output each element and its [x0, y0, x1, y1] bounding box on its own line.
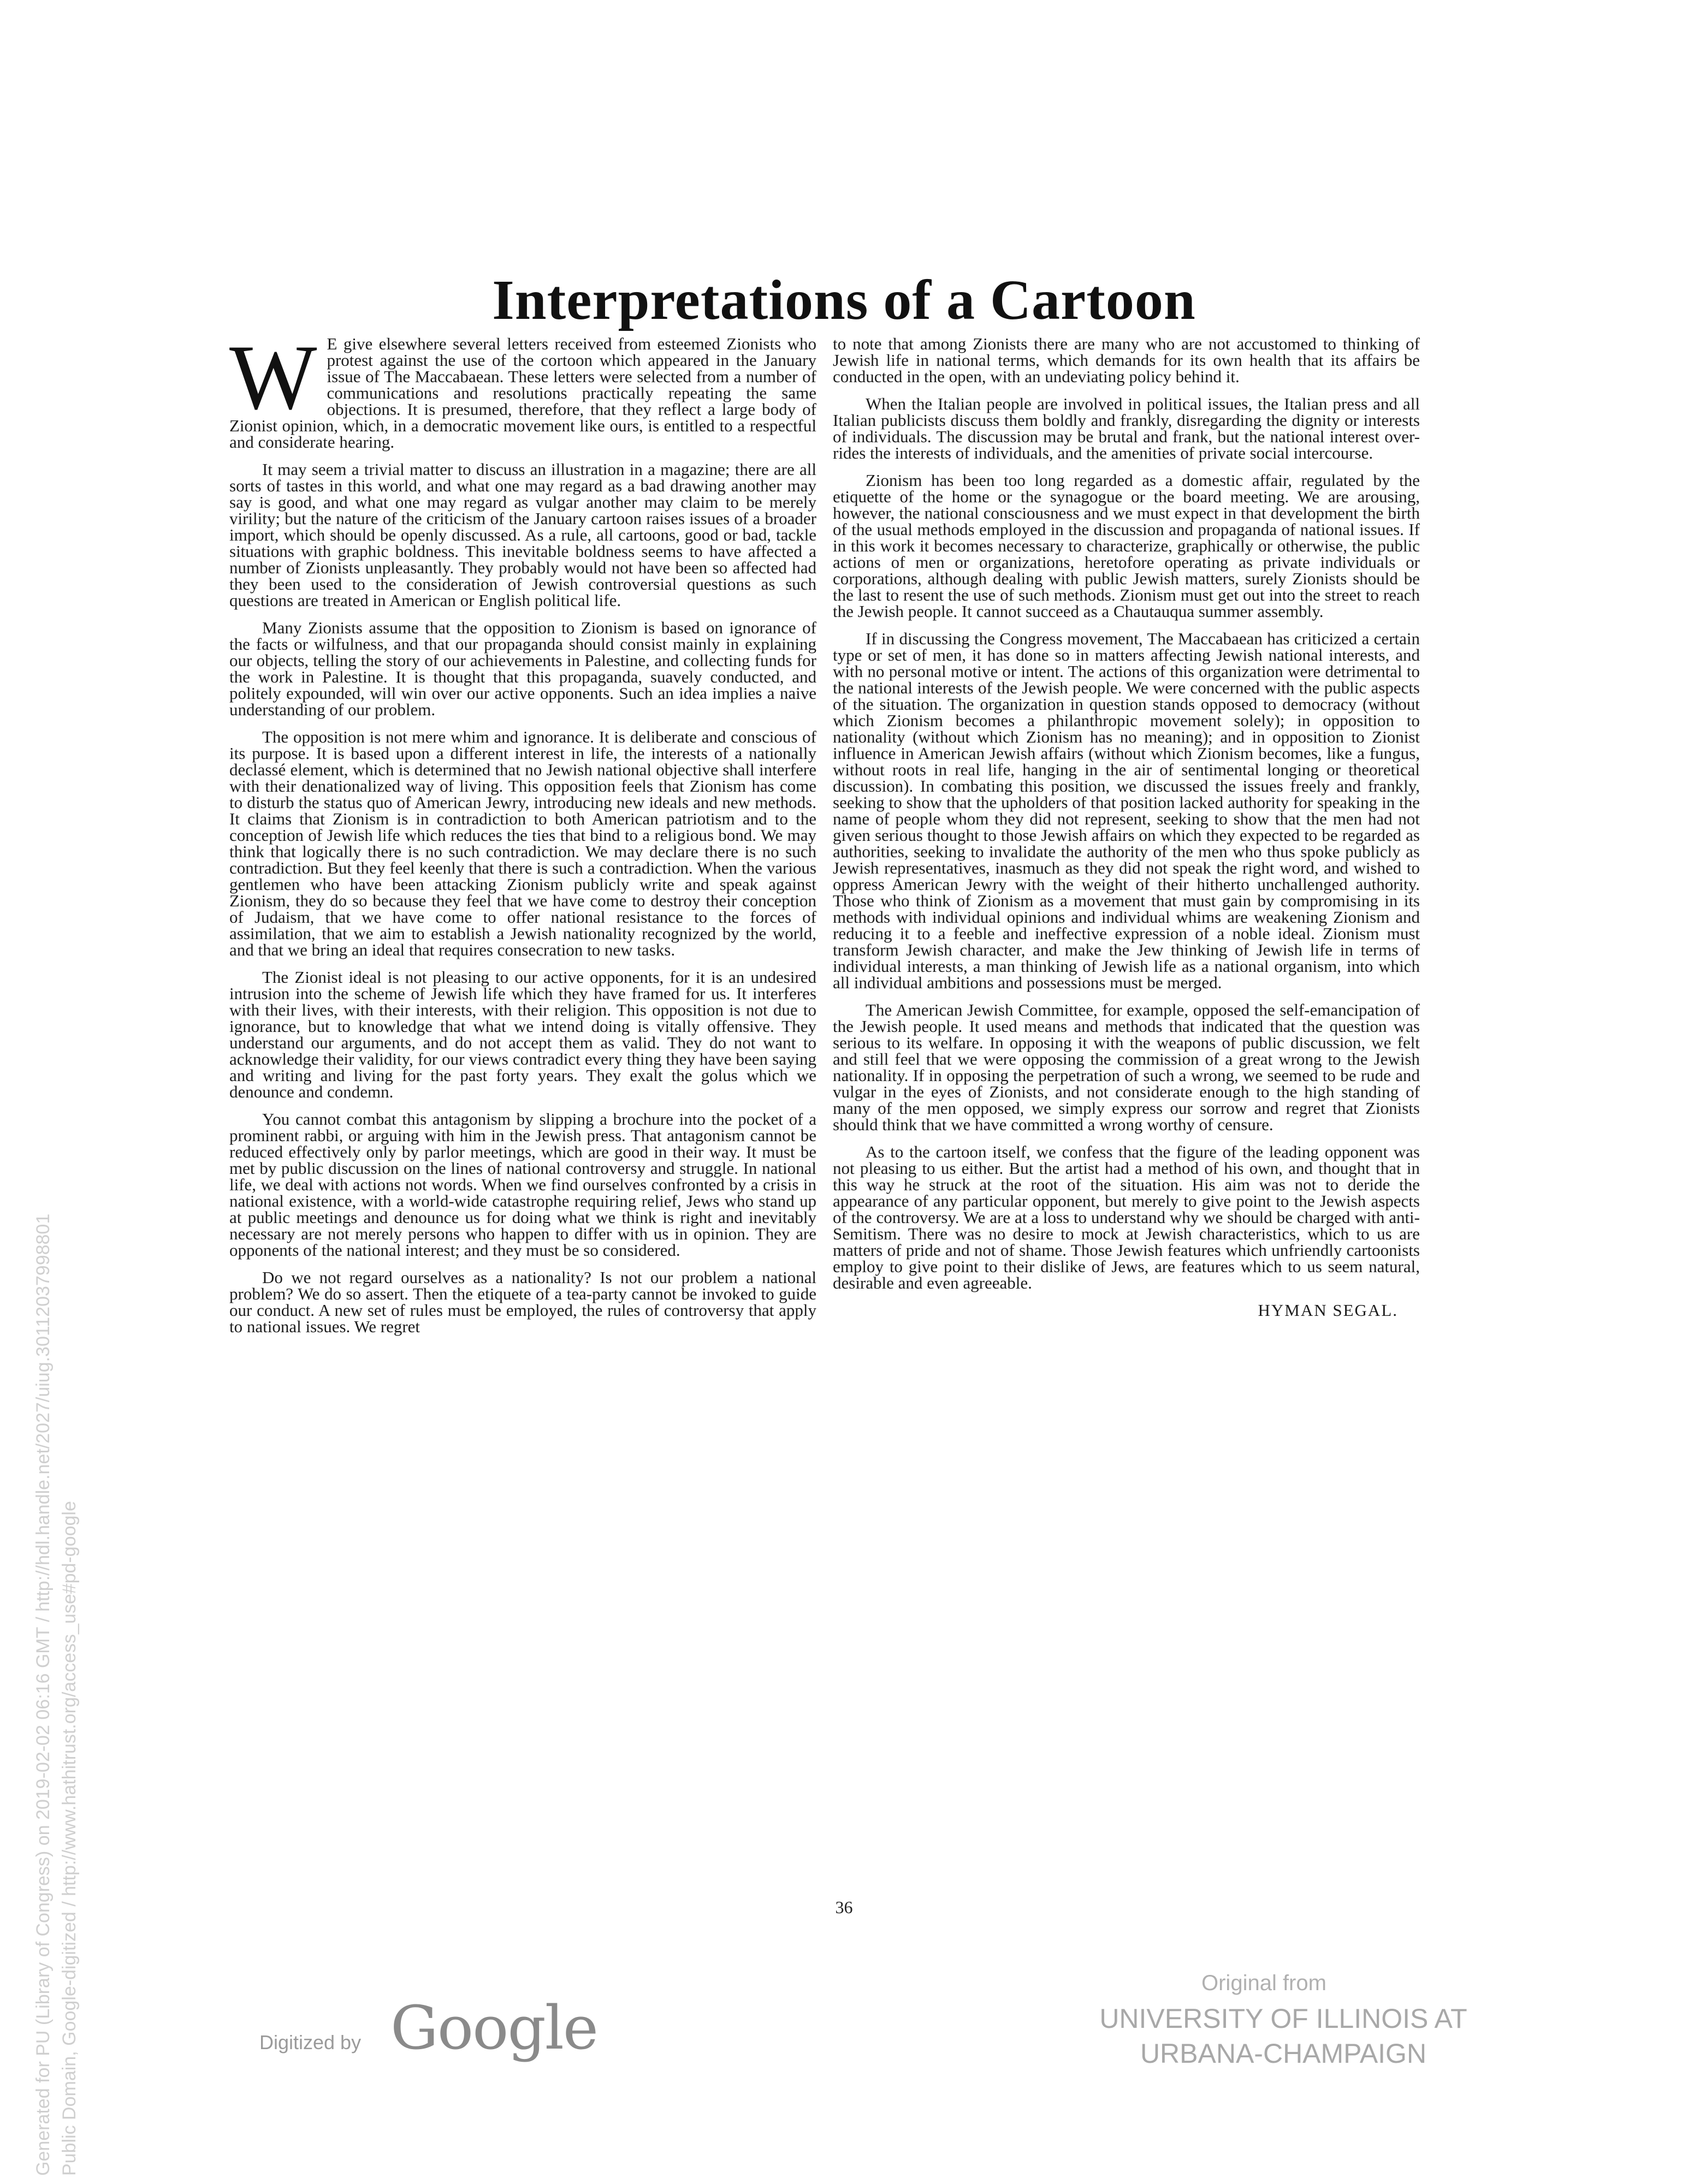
- paragraph: The opposition is not mere whim and ignorance. It is deliberate and conscious of its purpose. It is based upon a different interest in life, the interests of a nationally declassé element, which is determined that no Jewish national objective shall interfere with their denationalized way of living. This opposition feels that Zionism has come to disturb the status quo of American Jewry, introducing new ideals and new methods. It claims that Zionism is in contradiction to both American patriotism and to the conception of Jewish life which reduces the ties that bind to a religious bond. We may think that logically there is no such contradiction. We may declare there is no such contradiction. But they feel keenly that there is such a contradiction. When the various gentlemen who have been attacking Zionism publicly write and speak against Zionism, they do so because they feel that we have come to destroy their conception of Judaism, that we have come to offer national resistance to the forces of assimilation, that we aim to establish a Jewish nationality recognized by the world, and that we bring an ideal that requires consecration to new tasks.: [229, 727, 816, 959]
- original-from-label: Original from: [1201, 1971, 1326, 1995]
- article-title: Interpretations of a Cartoon: [492, 268, 1196, 331]
- paragraph: You cannot combat this antagonism by slipping a brochure into the pocket of a prominent rabbi, or arguing with him in the Jewish press. That antagonism cannot be reduced effectively only by parlor meetings, which are good in their way. It must be met by public discussion on the lines of national controversy and struggle. In national life, we deal with actions not words. When we find ourselves confronted by a crisis in national existence, with a world-wide catastrophe requiring relief, Jews who stand up at public meetings and denounce us for doing what we think is right and inevitably necessary are not merely persons who happen to differ with us in opinion. They are opponents of the national interest; and they must be so considered.: [229, 1109, 816, 1260]
- paragraph: As to the cartoon itself, we confess that the figure of the leading opponent was not pleasing to us either. But the artist had a method of his own, and thought that in this way he struck at the root of the situation. His aim was not to deride the appearance of any particular opponent, but merely to give point to the Jewish aspects of the controversy. We are at a loss to understand why we should be charged with anti-Semitism. There was no desire to mock at Jewish characteristics, which to us are matters of pride and not of shame. Those Jewish features which unfriendly cartoonists employ to give point to their dislike of Jews, are features which to us seem natural, desirable and even agreeable.: [833, 1142, 1420, 1292]
- institution-name: [1065, 2001, 1502, 2071]
- paragraph: It may seem a trivial matter to discuss an illustration in a magazine; there are all sorts of tastes in this world, and what one may regard as a bad drawing another may say is good, and what one may regard as vulgar another may claim to be merely virility; but the nature of the criticism of the January cartoon raises issues of a broader import, which should be openly discussed. As a rule, all cartoons, good or bad, tackle situations with graphic boldness. This inevitable boldness seems to have affected a number of Zionists unpleasantly. They probably would not have been so affected had they been used to the consideration of Jewish controversial questions as such questions are treated in American or English political life.: [229, 460, 816, 610]
- institution-line-2: URBANA-CHAMPAIGN: [1140, 2038, 1427, 2069]
- paragraph: If in discussing the Congress movement, The Maccabaean has criticized a certain type or set of men, it has done so in matters affecting Jewish national interests, and with no personal motive or intent. The actions of this organization were detrimental to the national interests of the Jewish people. We were concerned with the public aspects of the situation. The organization in question stands opposed to democracy (without which Zionism becomes a philanthropic movement solely); in opposition to nationality (without which Zionism has no meaning); and in opposition to Zionist influence in American Jewish affairs (without which Zionism becomes, like a fungus, without roots in real life, hanging in the air of sentimental longing or theoretical discussion). In combating this position, we discussed the issues freely and frankly, seeking to show that the upholders of that position lacked authority for speaking in the name of people whom they did not represent, seeking to show that the men had not given serious thought to those Jewish affairs on which they expected to be regarded as authorities, seeking to invalidate the authority of the men who thus spoke publicly as Jewish representatives, inasmuch as they did not speak the right word, and wished to oppress American Jewry with the weight of their hitherto unchallenged authority. Those who think of Zionism as a movement that must gain by compromising in its methods with individual opinions and individual whims are weakening Zionism and reducing it to a feeble and ineffective expression of a noble ideal. Zionism must transform Jewish character, and make the Jew thinking of Jewish life in terms of individual interests, a man thinking of Jewish life as a national organism, into which all individual ambitions and possessions must be merged.: [833, 629, 1420, 992]
- paragraph: W E give elsewhere several letters received from esteemed Zionists who protest against the use of the cortoon which appeared in the January issue of The Maccabaean. These letters were selected from a number of communications and resolutions practically repeating the same objections. It is presumed, therefore, that they reflect a large body of Zionist opinion, which, in a democratic movement like ours, is entitled to a respectful and considerate hearing.: [229, 326, 816, 452]
- paragraph: The Zionist ideal is not pleasing to our active opponents, for it is an undesired intrusion into the scheme of Jewish life which they have framed for us. It interferes with their lives, with their interests, with their religion. This opposition is not due to ignorance, but to knowledge that what we intend doing is vitally offensive. They understand our arguments, and do not accept them as valid. They do not want to acknowledge their validity, for our views contradict every thing they have been saying and writing and living for the past forty years. They exalt the golus which we denounce and condemn.: [229, 968, 816, 1101]
- google-logo: Google: [390, 1993, 598, 2063]
- access-watermark: [30, 1214, 82, 2176]
- page-number: 36: [835, 1897, 853, 1917]
- watermark-line-1: Generated for PU (Library of Congress) on 2019-02-02 06:16 GMT / http://hdl.handle.net/2027/uiug.30112037998801: [33, 1213, 54, 2176]
- paragraph: to note that among Zionists there are many who are not accustomed to thinking of Jewish life in national terms, which demands for its own health that its affairs be conducted in the open, with an undeviating policy behind it.: [833, 334, 1420, 386]
- left-column: [229, 326, 816, 1346]
- paragraph: When the Italian people are involved in political issues, the Italian press and all Italian publicists discuss them boldly and frankly, disregarding the dignity or interests of individuals. The discussion may be brutal and frank, but the national interest over-rides the interests of individuals, and the amenities of private social intercourse.: [833, 394, 1420, 462]
- digitized-by-label: Digitized by: [259, 2031, 362, 2054]
- paragraph: Zionism has been too long regarded as a domestic affair, regulated by the etiquette of the home or the synagogue or the board meeting. We are arousing, however, the national consciousness and we must expect in that development the birth of the usual methods employed in the discussion and propaganda of national issues. If in this work it becomes necessary to characterize, graphically or otherwise, the public actions of men or organizations, heretofore operating as private individuals or corporations, although dealing with public Jewish matters, surely Zionists should be the last to resent the use of such methods. Zionism must get out into the street to reach the Jewish people. It cannot succeed as a Chautauqua summer assembly.: [833, 471, 1420, 621]
- institution-line-1: UNIVERSITY OF ILLINOIS AT: [1099, 2003, 1467, 2034]
- paragraph: Do we not regard ourselves as a nationality? Is not our problem a national problem? We do so assert. Then the etiquete of a tea-party cannot be invoked to guide our conduct. A new set of rules must be employed, the rules of controversy that apply to national issues. We regret: [229, 1268, 816, 1336]
- paragraph: The American Jewish Committee, for example, opposed the self-emancipation of the Jewish people. It used means and methods that indicated that the question was serious to its welfare. In opposing it with the weapons of public discussion, we felt and still feel that we were opposing the commission of a great wrong to the Jewish nationality. If in opposing the perpetration of such a wrong, we seemed to be rude and vulgar in the eyes of Zionists, and not considerate enough to the high standing of many of the men opposed, we simply express our sorrow and regret that Zionists should think that we have committed a wrong worthy of censure.: [833, 1000, 1420, 1134]
- author-signature: HYMAN SEGAL.: [1258, 1301, 1398, 1320]
- watermark-line-2: Public Domain, Google-digitized / http://www.hathitrust.org/access_use#pd-google: [59, 1500, 80, 2176]
- paragraph: Many Zionists assume that the opposition to Zionism is based on ignorance of the facts or wilfulness, and that our propaganda should consist mainly in explaining our objects, telling the story of our achievements in Palestine, and collecting funds for the work in Palestine. It is thought that this propaganda, suavely conducted, and politely expounded, will win over our active opponents. Such an idea implies a naive understanding of our problem.: [229, 618, 816, 719]
- right-column: [833, 336, 1420, 1330]
- drop-cap: W: [229, 326, 317, 429]
